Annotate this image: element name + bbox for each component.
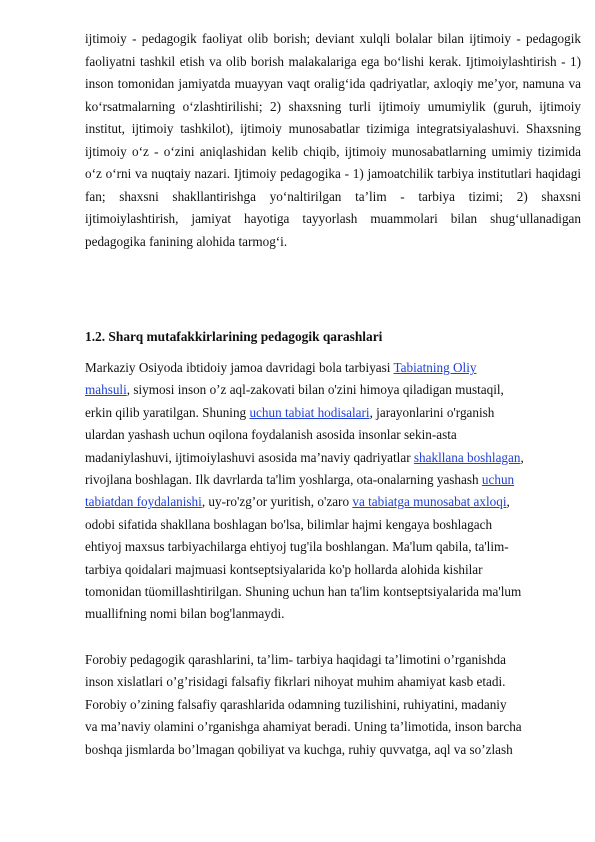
- link-uchun[interactable]: uchun: [481, 472, 515, 488]
- text-line: [85, 402, 581, 424]
- link-tabiatning-oliy[interactable]: Tabiatning Oliy: [393, 360, 477, 375]
- text-span: , jarayonlarini o'rganish: [369, 404, 495, 420]
- link-tabiatdan-foydalanishi[interactable]: tabiatdan foydalanishi: [85, 494, 202, 510]
- text-line: boshqa jismlarda bo’lmagan qobiliyat va kuchga, ruhiy quvvatga, aql va so’zlash: [85, 741, 513, 757]
- text-span: rivojlana boshlagan. Ilk davrlarda ta'lim yoshlarga, ota-onalarning yashash: [85, 472, 482, 488]
- text-line: Forobiy pedagogik qarashlarini, ta’lim- tarbiya haqidagi ta’limotini o’rganishda: [85, 652, 506, 667]
- text-line: [85, 491, 581, 513]
- text-span: , uy-ro'zg’or yuritish, o'zaro: [201, 494, 353, 510]
- text-line: Forobiy o’zining falsafiy qarashlarida odamning tuzilishini, ruhiyatini, madaniy: [85, 696, 507, 712]
- text-line: odobi sifatida shakllana boshlagan bo'lsa, bilimlar hajmi kengaya boshlagach: [85, 516, 493, 532]
- link-tabiatga-munosabat[interactable]: va tabiatga munosabat axloqi: [352, 494, 507, 510]
- section-paragraph-forobiy: [85, 649, 581, 761]
- link-shakllana-boshlagan[interactable]: shakllana boshlagan: [413, 449, 521, 465]
- link-tabiat-hodisalari[interactable]: uchun tabiat hodisalari: [249, 404, 370, 420]
- text-span: ,: [506, 494, 510, 510]
- section-paragraph-history: [85, 357, 581, 626]
- text-line: muallifning nomi bilan bog'lanmaydi.: [85, 606, 285, 622]
- intro-paragraph-text: ijtimoiy - pedagogik faoliyat olib borish; deviant xulqli bolalar bilan ijtimoiy - pedagogik faoliyatni tashkil etish va olib borish malakalariga ega bo‘lishi kerak. Ijtimoiylashtirish - 1) inson tomonidan jamiyatda muayyan vaqt oralig‘ida qadriyatlar, axloqiy me’yor, namuna va ko‘rsatmalarning o‘zlashtirilishi; 2) shaxsning turli ijtimoiy umumiylik (guruh, ijtimoiy institut, ijtimoiy tashkilot), ijtimoiy munosabatlar tizimiga integratsiyalashuvi. Shaxsning ijtimoiy o‘z - o‘zini aniqlashidan kelib chiqib, ijtimoiy munosabatlarning umimiy tizimida o‘z o‘rni va nuqtaiy nazari. Ijtimoiy pedagogika - 1) jamoatchilik tarbiya institutlari haqidagi fan; shaxsni shakllantirishga yo‘naltirilgan ta’lim - tarbiya tizimi; 2) shaxsni ijtimoiylashtirish, jamiyat hayotiga tayyorlash muammolari bilan shug‘ullanadigan pedagogika fanining alohida tarmog‘i.: [85, 31, 581, 249]
- text-span: ,: [520, 449, 524, 465]
- text-line: ehtiyoj maxsus tarbiyachilarga ehtiyoj tug'ila boshlangan. Ma'lum qabila, ta'lim-: [85, 539, 509, 555]
- text-line: inson xislatlari o’g’risidagi falsafiy fikrlari nihoyat muhim ahamiyat kasb etadi.: [85, 674, 506, 690]
- text-line: [85, 447, 581, 469]
- text-span: erkin qilib yaratilgan. Shuning: [85, 404, 250, 420]
- link-mahsuli[interactable]: mahsuli: [85, 382, 127, 398]
- section-heading: 1.2. Sharq mutafakkirlarining pedagogik qarashlari: [85, 329, 383, 344]
- text-span: , siymosi inson o’z aql-zakovati bilan o'zini himoya qiladigan mustaqil,: [126, 382, 504, 398]
- text-line: ulardan yashash uchun oqilona foydalanish asosida insonlar sekin-asta: [85, 427, 457, 443]
- intro-paragraph: [85, 28, 581, 253]
- text-line: [85, 379, 581, 401]
- text-line: va ma’naviy olamini o’rganishga ahamiyat beradi. Uning ta’limotida, inson barcha: [85, 719, 522, 735]
- text-span: Markaziy Osiyoda ibtidoiy jamoa davridagi bola tarbiyasi: [85, 360, 394, 375]
- text-line: tomonidan tüomillashtirilgan. Shuning uchun han ta'lim kontseptsiyalarida ma'lum: [85, 584, 522, 600]
- text-span: madaniylashuvi, ijtimoiylashuvi asosida ma’naviy qadriyatlar: [85, 449, 414, 465]
- text-line: tarbiya qoidalari majmuasi kontseptsiyalarida ko'p hollarda alohida kishilar: [85, 561, 483, 577]
- text-line: [85, 469, 581, 491]
- text-line: [85, 357, 581, 379]
